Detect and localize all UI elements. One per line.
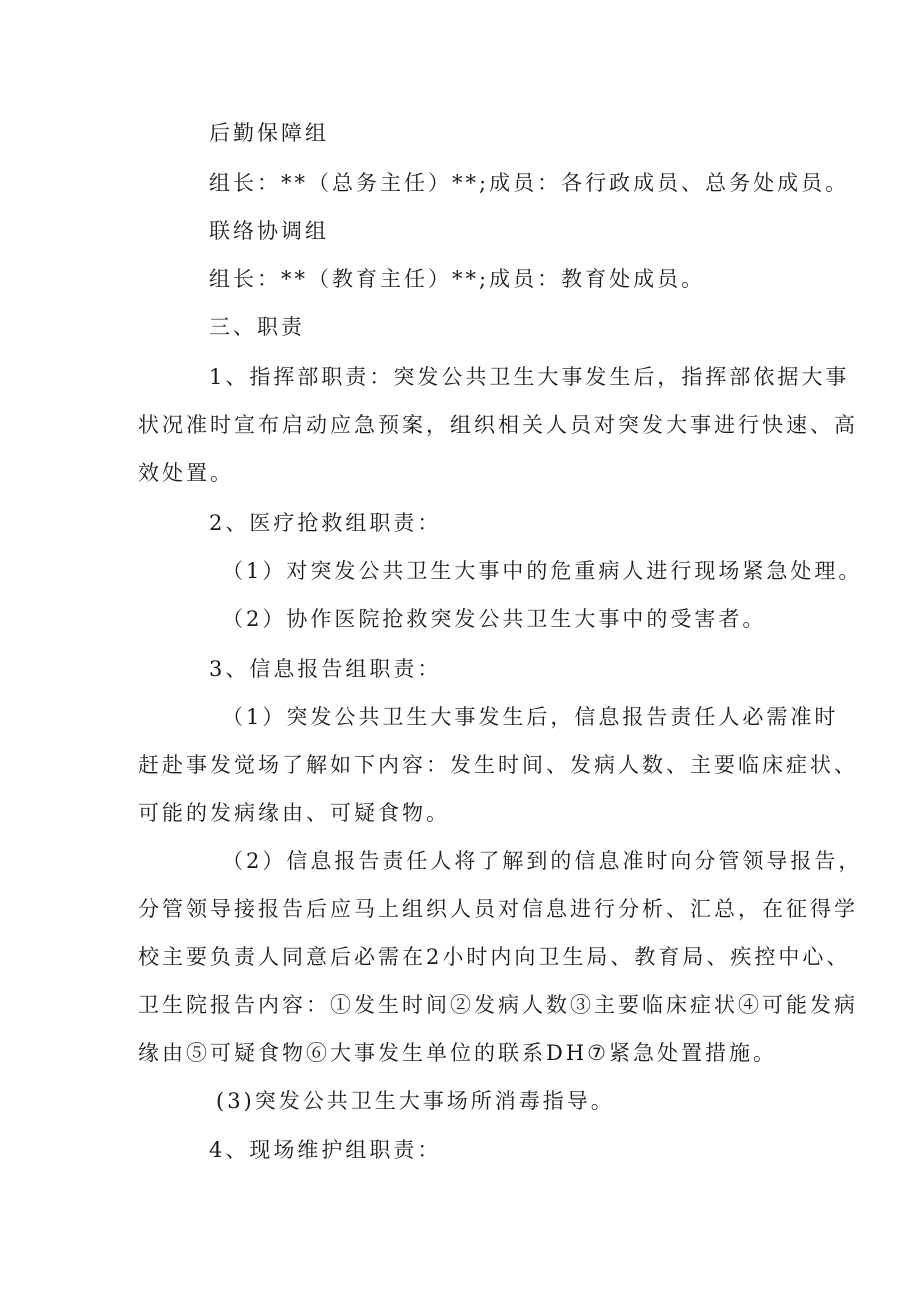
item4-heading: 4、现场维护组职责： xyxy=(209,1138,442,1162)
item3-sub2-line4: 卫生院报告内容：①发生时间②发病人数③主要临床症状④可能发病 xyxy=(138,993,858,1017)
item2-sub1: （1）对突发公共卫生大事中的危重病人进行现场紧急处理。 xyxy=(222,559,863,583)
item1-line3: 效处置。 xyxy=(138,461,234,485)
liaison-group-members: 组长：**（教育主任）**;成员：教育处成员。 xyxy=(209,267,706,291)
item3-sub1-line1: （1）突发公共卫生大事发生后，信息报告责任人必需准时 xyxy=(222,705,839,729)
liaison-group-heading: 联络协调组 xyxy=(209,219,329,243)
item3-sub2-line5: 缘由⑤可疑食物⑥大事发生单位的联系DH⑦紧急处置措施。 xyxy=(138,1041,777,1065)
item3-sub2-line1: （2）信息报告责任人将了解到的信息准时向分管领导报告， xyxy=(222,849,863,873)
item1-line1: 1、指挥部职责：突发公共卫生大事发生后，指挥部依据大事 xyxy=(209,365,850,389)
logistics-group-heading: 后勤保障组 xyxy=(209,121,329,145)
item3-sub1-line3: 可能的发病缘由、可疑食物。 xyxy=(138,801,450,825)
item1-line2: 状况准时宣布启动应急预案，组织相关人员对突发大事进行快速、高 xyxy=(138,413,858,437)
item2-heading: 2、医疗抢救组职责： xyxy=(209,511,442,535)
item3-sub1-line2: 赶赴事发觉场了解如下内容：发生时间、发病人数、主要临床症状、 xyxy=(138,753,858,777)
item3-sub2-line2: 分管领导接报告后应马上组织人员对信息进行分析、汇总，在征得学 xyxy=(138,897,858,921)
section-three-heading: 三、职责 xyxy=(209,315,305,339)
item3-heading: 3、信息报告组职责： xyxy=(209,657,442,681)
item2-sub2: （2）协作医院抢救突发公共卫生大事中的受害者。 xyxy=(222,607,767,631)
item3-sub2-line3: 校主要负责人同意后必需在2小时内向卫生局、教育局、疾控中心、 xyxy=(138,945,851,969)
logistics-group-members: 组长：**（总务主任）**;成员：各行政成员、总务处成员。 xyxy=(209,171,850,195)
item3-sub3: (3)突发公共卫生大事场所消毒指导。 xyxy=(216,1089,615,1113)
